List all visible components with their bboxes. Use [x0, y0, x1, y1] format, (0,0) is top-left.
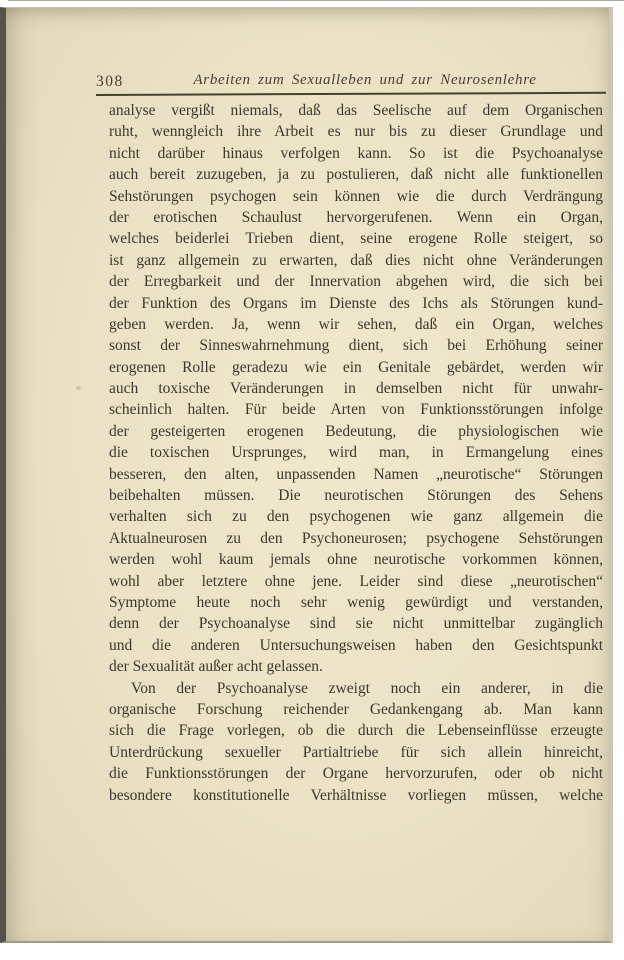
page-number: 308 [96, 73, 124, 90]
text-line: organische Forschung reichender Gedankengang ab. Man kann [109, 700, 603, 718]
text-line: werden wohl kaum jemals ohne neurotische vorkommen können, [109, 551, 603, 569]
text-line: analyse vergißt niemals, daß das Seelische auf dem Organischen [109, 102, 603, 119]
text-line: Von der Psychoanalyse zweigt noch ein anderer, in die [131, 679, 603, 697]
text-line: Sehstörungen psychogen sein können wie die durch Verdrängung [109, 187, 603, 205]
scanned-book-page [0, 7, 613, 943]
text-line: sich die Frage vorlegen, ob die durch die Lebenseinflüsse erzeugte [109, 722, 603, 740]
text-line: wohl aber letztere ohne jene. Leider sind diese „neurotischen“ [109, 572, 603, 590]
text-line: auch bereit zuzugeben, ja zu postulieren, daß nicht alle funktionellen [109, 166, 603, 184]
running-title: Arbeiten zum Sexualleben und zur Neurosenlehre [193, 72, 537, 88]
text-line: der Sexualität außer acht gelassen. [109, 658, 323, 676]
paper-blemish [76, 386, 81, 390]
text-line: der Erregbarkeit und der Innervation abgehen wird, die sich bei [109, 273, 603, 291]
body-text [109, 100, 603, 806]
text-line: denn der Psychoanalyse sind sie nicht unmittelbar zugänglich [109, 615, 603, 633]
text-line: besondere konstitutionelle Verhältnisse vorliegen müssen, welche [109, 786, 603, 804]
text-line: die Funktionsstörungen der Organe hervorzurufen, oder ob nicht [109, 765, 603, 783]
text-line: der gesteigerten erogenen Bedeutung, die physiologischen wie [109, 422, 603, 440]
text-line: Unterdrückung sexueller Partialtriebe für sich allein hinreicht, [109, 743, 603, 761]
text-line: beibehalten müssen. Die neurotischen Störungen des Sehens [109, 487, 603, 505]
text-line: Aktualneurosen zu den Psychoneurosen; psychogene Sehstörungen [109, 529, 603, 547]
text-line: Symptome heute noch sehr wenig gewürdigt und verstanden, [109, 593, 603, 611]
text-line: besseren, den alten, unpassenden Namen „neurotische“ Störungen [109, 465, 603, 483]
text-line: der erotischen Schaulust hervorgerufenen. Wenn ein Organ, [109, 208, 603, 226]
text-line: welches beiderlei Trieben dient, seine erogene Rolle steigert, so [109, 230, 603, 248]
text-line: verhalten sich zu den psychogenen wie ganz allgemein die [109, 508, 603, 526]
text-line: die toxischen Ursprunges, wird man, in Ermangelung eines [109, 444, 603, 462]
text-line: ruht, wenngleich ihre Arbeit es nur bis zu dieser Grundlage und [109, 123, 603, 141]
text-line: und die anderen Untersuchungsweisen haben den Gesichtspunkt [109, 636, 603, 654]
text-line: ist ganz allgemein zu erwarten, daß dies nicht ohne Veränderungen [109, 251, 603, 269]
text-line: der Funktion des Organs im Dienste des Ichs als Störungen kund- [109, 294, 603, 312]
text-line: nicht darüber hinaus verfolgen kann. So ist die Psychoanalyse [109, 144, 603, 162]
page-header [96, 72, 604, 94]
text-line: scheinlich halten. Für beide Arten von Funktionsstörungen infolge [109, 401, 603, 419]
text-line: geben werden. Ja, wenn wir sehen, daß ein Organ, welches [109, 315, 603, 333]
text-line: sonst der Sinneswahrnehmung dient, sich bei Erhöhung seiner [109, 337, 603, 355]
text-line: auch toxische Veränderungen in demselben nicht für unwahr- [109, 380, 603, 398]
scan-top-edge [8, 0, 624, 1]
text-line: erogenen Rolle geradezu wie ein Genitale gebärdet, werden wir [109, 358, 603, 376]
